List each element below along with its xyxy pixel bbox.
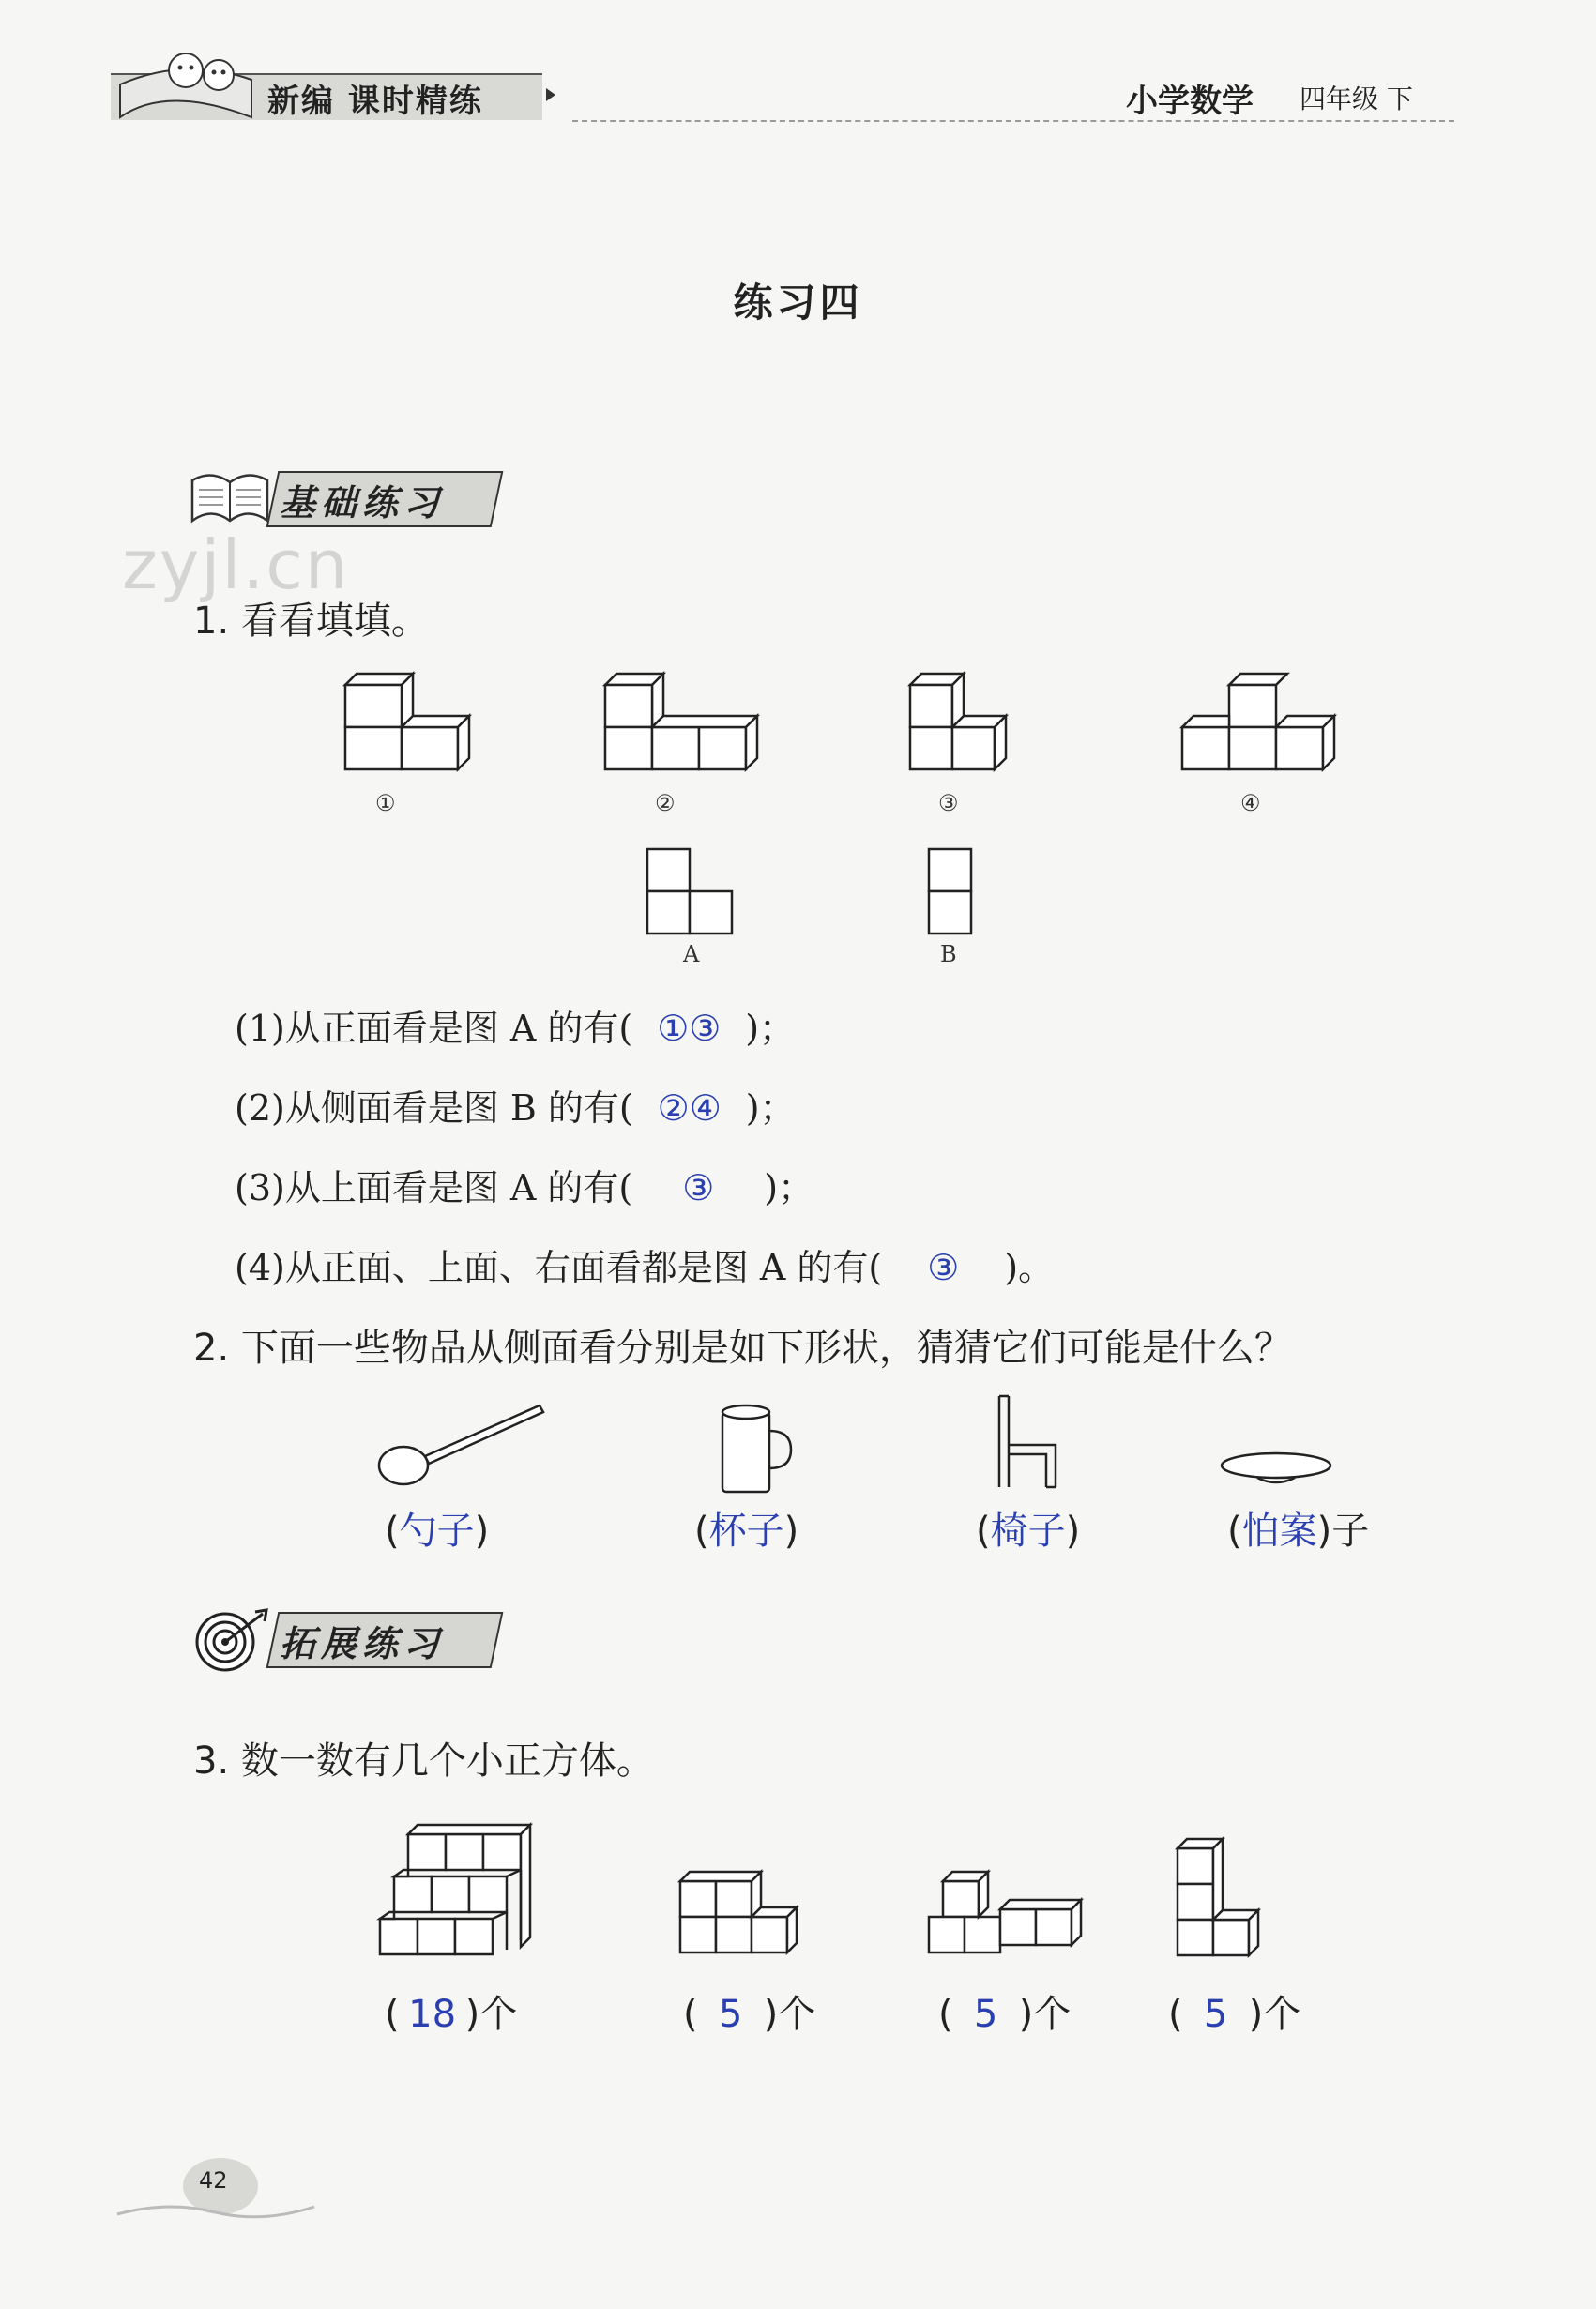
- q3-answer-3-close: )个: [1018, 1993, 1072, 2036]
- header-brand: 新编 课时精练: [267, 83, 483, 120]
- header-book-icon: [111, 28, 270, 131]
- q1-part-4-text: (4)从正面、上面、右面看都是图 A 的有(: [235, 1247, 883, 1288]
- header-arrow-icon: [546, 88, 555, 101]
- q3-answer-2-value: 5: [718, 1993, 743, 2036]
- q2-answer-4-value: 怕案: [1241, 1510, 1317, 1553]
- q3-answer-1-close: )个: [464, 1993, 518, 2036]
- q1-part-1-answer: ①③: [657, 1008, 722, 1049]
- q3-answer-2: [683, 1984, 815, 2038]
- header-rule: [572, 120, 1454, 122]
- q1-part-4-close: )。: [1004, 1247, 1055, 1288]
- q2-prompt: 2. 下面一些物品从侧面看分别是如下形状，猜猜它们可能是什么？: [193, 1327, 1292, 1370]
- q2-answer-4: [1227, 1501, 1369, 1555]
- q1-part-2: [235, 1079, 796, 1131]
- q3-prompt: 3. 数一数有几个小正方体。: [193, 1739, 654, 1783]
- q2-answer-4-close: )子: [1316, 1510, 1370, 1553]
- q1-prompt: 1. 看看填填。: [193, 600, 429, 643]
- q3-answer-3-value: 5: [973, 1993, 998, 2036]
- header-grade: 四年级 下: [1300, 84, 1413, 114]
- q2-answer-3-open: (: [976, 1510, 991, 1553]
- q1-part-1-close: )；: [745, 1008, 796, 1049]
- q2-answer-3-close: ): [1065, 1510, 1081, 1553]
- q2-answer-3: [976, 1501, 1080, 1555]
- q2-answer-1-close: ): [474, 1510, 490, 1553]
- q1-part-4: [235, 1238, 1054, 1290]
- q1-part-3-text: (3)从上面看是图 A 的有(: [235, 1167, 633, 1208]
- q2-answer-1-value: 勺子: [399, 1510, 475, 1553]
- q3-answer-1: [385, 1984, 517, 2038]
- q3-answer-3-open: (: [938, 1993, 953, 2036]
- page-number: 42: [199, 2167, 228, 2194]
- section-basic-label: 基础练习: [280, 482, 446, 524]
- q2-answer-2-value: 杯子: [708, 1510, 784, 1553]
- section-extension-label: 拓展练习: [280, 1623, 446, 1664]
- q1-part-1: [235, 999, 795, 1051]
- q3-figures: [371, 1820, 1309, 1989]
- q2-answer-1: [385, 1501, 489, 1555]
- q2-answer-1-open: (: [385, 1510, 400, 1553]
- q3-answer-4-close: )个: [1248, 1993, 1301, 2036]
- q1-part-3: [235, 1159, 813, 1210]
- q3-answer-4: [1168, 1984, 1300, 2038]
- q2-answer-2: [694, 1501, 798, 1555]
- q1-figures: [319, 657, 1360, 807]
- q3-answer-2-open: (: [683, 1993, 698, 2036]
- page-title: 练习四: [733, 280, 863, 326]
- q2-answer-2-open: (: [694, 1510, 709, 1553]
- fig-label-1: ①: [375, 790, 396, 816]
- q3-answer-1-open: (: [385, 1993, 400, 2036]
- q3-answer-4-open: (: [1168, 1993, 1183, 2036]
- q2-answer-2-close: ): [783, 1510, 799, 1553]
- q1-part-4-answer: ③: [927, 1247, 960, 1288]
- view-label-b: B: [940, 941, 957, 967]
- fig-label-2: ②: [655, 790, 676, 816]
- fig-label-3: ③: [938, 790, 959, 816]
- q3-answer-1-value: 18: [408, 1993, 457, 2036]
- q2-answer-3-value: 椅子: [990, 1510, 1066, 1553]
- q2-answer-4-open: (: [1227, 1510, 1242, 1553]
- target-icon: [188, 1606, 272, 1672]
- q1-part-3-close: )；: [764, 1167, 814, 1208]
- q1-part-2-answer: ②④: [657, 1087, 722, 1129]
- fig-label-4: ④: [1240, 790, 1261, 816]
- q3-answer-3: [938, 1984, 1071, 2038]
- header-subject: 小学数学: [1126, 83, 1254, 120]
- q1-part-2-close: )；: [745, 1087, 796, 1129]
- q1-views: [638, 844, 995, 938]
- watermark: zyjl.cn: [122, 525, 350, 604]
- q1-part-2-text: (2)从侧面看是图 B 的有(: [235, 1087, 633, 1129]
- q3-answer-2-close: )个: [763, 1993, 816, 2036]
- q3-answer-4-value: 5: [1203, 1993, 1228, 2036]
- view-label-a: A: [683, 941, 700, 967]
- q1-part-3-answer: ③: [682, 1167, 715, 1208]
- q2-objects: [371, 1389, 1356, 1501]
- q1-part-1-text: (1)从正面看是图 A 的有(: [235, 1008, 633, 1049]
